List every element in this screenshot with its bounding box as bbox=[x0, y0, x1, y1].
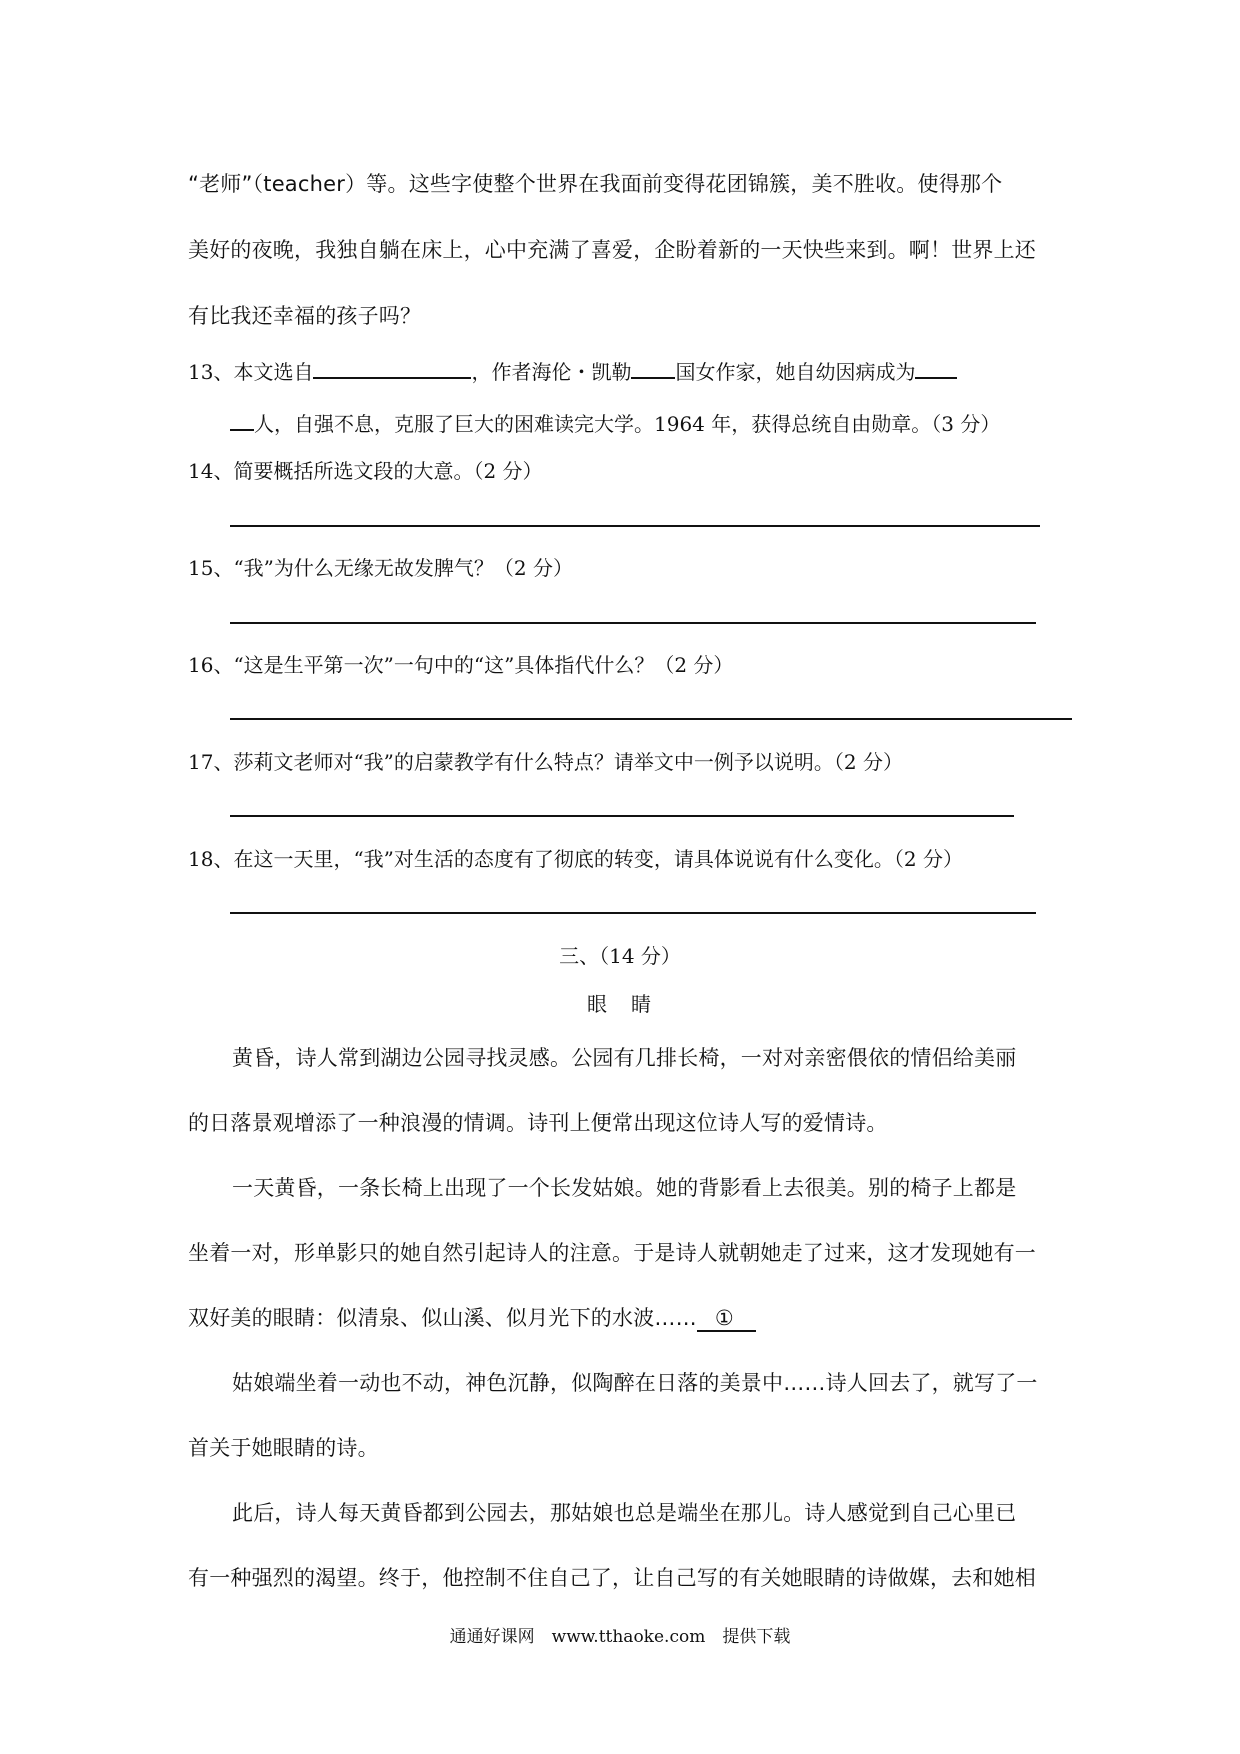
passage-line: 美好的夜晚，我独自躺在床上，心中充满了喜爱，企盼着新的一天快些来到。啊！世界上还 bbox=[188, 238, 1036, 262]
answer-line[interactable] bbox=[230, 622, 1036, 624]
question-18: 18、在这一天里，“我”对生活的态度有了彻底的转变，请具体说说有什么变化。（2 分） bbox=[188, 847, 963, 871]
question-15: 15、“我”为什么无缘无故发脾气？（2 分） bbox=[188, 556, 573, 580]
passage-line: 有一种强烈的渴望。终于，他控制不住自己了，让自己写的有关她眼睛的诗做媒，去和她相 bbox=[188, 1566, 1036, 1590]
page-footer: 通通好课网 www.tthaoke.com 提供下载 bbox=[449, 1627, 791, 1647]
answer-blank[interactable] bbox=[313, 376, 471, 379]
question-13 bbox=[188, 356, 957, 385]
answer-blank[interactable] bbox=[631, 376, 675, 379]
question-13-text: 13、本文选自 bbox=[188, 360, 314, 384]
answer-line[interactable] bbox=[230, 912, 1036, 914]
answer-blank[interactable] bbox=[915, 376, 957, 379]
passage-line: 一天黄昏，一条长椅上出现了一个长发姑娘。她的背影看上去很美。别的椅子上都是 bbox=[232, 1176, 1017, 1200]
answer-line[interactable] bbox=[230, 525, 1040, 527]
question-13-continued bbox=[230, 408, 1000, 437]
passage-line: “老师”（teacher）等。这些字使整个世界在我面前变得花团锦簇，美不胜收。使得那个 bbox=[188, 172, 1003, 196]
story-title: 眼 睛 bbox=[587, 992, 653, 1016]
passage-line: 坐着一对，形单影只的她自然引起诗人的注意。于是诗人就朝她走了过来，这才发现她有一 bbox=[188, 1241, 1036, 1265]
passage-line: 有比我还幸福的孩子吗？ bbox=[188, 304, 422, 328]
answer-line[interactable] bbox=[230, 718, 1072, 720]
question-13-text: ，作者海伦・凯勒 bbox=[471, 360, 632, 384]
passage-line: 首关于她眼睛的诗。 bbox=[188, 1436, 379, 1460]
passage-line-with-marker bbox=[188, 1302, 756, 1332]
passage-line: 此后，诗人每天黄昏都到公园去，那姑娘也总是端坐在那儿。诗人感觉到自己心里已 bbox=[232, 1501, 1017, 1525]
answer-line[interactable] bbox=[230, 815, 1014, 817]
passage-line: 黄昏，诗人常到湖边公园寻找灵感。公园有几排长椅，一对对亲密偎依的情侣给美丽 bbox=[232, 1046, 1017, 1070]
passage-line: 的日落景观增添了一种浪漫的情调。诗刊上便常出现这位诗人写的爱情诗。 bbox=[188, 1111, 888, 1135]
question-14: 14、简要概括所选文段的大意。（2 分） bbox=[188, 459, 543, 483]
passage-line: 姑娘端坐着一动也不动，神色沉静，似陶醉在日落的美景中……诗人回去了，就写了一 bbox=[232, 1371, 1038, 1395]
question-13-text: 人，自强不息，克服了巨大的困难读完大学。1964 年，获得总统自由勋章。（3 分） bbox=[254, 412, 1001, 436]
question-13-text: 国女作家，她自幼因病成为 bbox=[675, 360, 916, 384]
answer-blank[interactable] bbox=[230, 428, 254, 431]
section-heading: 三、（14 分） bbox=[559, 944, 681, 968]
question-16: 16、“这是生平第一次”一句中的“这”具体指代什么？（2 分） bbox=[188, 653, 734, 677]
fill-in-marker[interactable]: ① bbox=[697, 1306, 756, 1332]
question-17: 17、莎莉文老师对“我”的启蒙教学有什么特点？请举文中一例予以说明。（2 分） bbox=[188, 750, 903, 774]
passage-text: 双好美的眼睛：似清泉、似山溪、似月光下的水波…… bbox=[188, 1306, 697, 1330]
